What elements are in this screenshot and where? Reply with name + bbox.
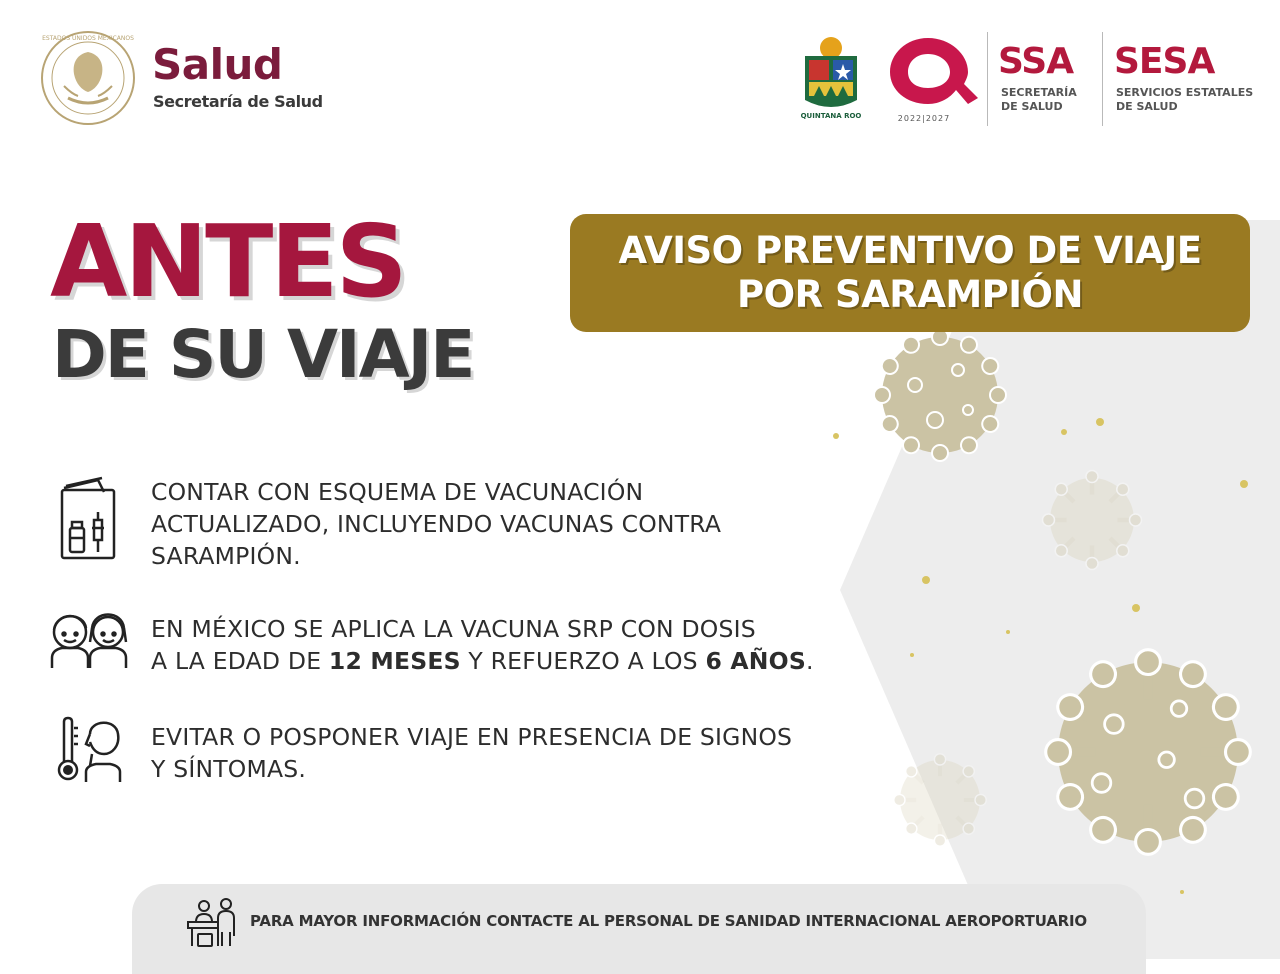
svg-text:ESTADOS UNIDOS MEXICANOS: ESTADOS UNIDOS MEXICANOS [42,35,134,42]
airport-staff-icon [186,896,240,948]
children-icon [48,606,130,670]
virus-icon [874,329,1006,461]
item-vaccination-text: CONTAR CON ESQUEMA DE VACUNACIÓN ACTUALIZADO, INCLUYENDO VACUNAS CONTRA SARAMPIÓN. [151,478,722,570]
fever-icon [56,714,126,784]
footer-contact-text: PARA MAYOR INFORMACIÓN CONTACTE AL PERSONAL DE SANIDAD INTERNACIONAL AEROPORTUARIO [250,912,1087,930]
virus-icon [1043,471,1142,570]
virus-icon [1046,650,1251,855]
headline-antes: ANTES [50,203,405,320]
quintana-roo-caption: QUINTANA ROO [800,112,862,120]
ssa-title: SSA [998,41,1074,82]
item-srp-vaccine-text: EN MÉXICO SE APLICA LA VACUNA SRP CON DOSIS A LA EDAD DE 12 MESES Y REFUERZO A LOS 6 AÑOS. [151,615,814,675]
sesa-title: SESA [1114,41,1215,82]
salud-subtitle: Secretaría de Salud [153,92,323,111]
sesa-subtitle: SERVICIOS ESTATALES DE SALUD [1116,86,1254,113]
mexico-seal-icon [38,28,138,128]
aviso-banner [570,214,1250,332]
headline-de-su-viaje: DE SU VIAJE [52,316,474,393]
virus-icon [894,754,986,846]
gobierno-years: 2022|2027 [897,114,951,123]
salud-title: Salud [152,40,283,89]
header-divider [987,32,988,126]
gobierno-q-logo-icon [884,32,980,112]
header-divider [1102,32,1103,126]
aviso-text: AVISO PREVENTIVO DE VIAJE POR SARAMPIÓN [618,229,1202,316]
vaccination-card-icon [58,476,118,562]
item-avoid-travel-text: EVITAR O POSPONER VIAJE EN PRESENCIA DE SIGNOS Y SÍNTOMAS. [151,723,793,783]
ssa-subtitle: SECRETARÍA DE SALUD [1001,86,1077,113]
virus-decoration-group [820,320,1280,920]
